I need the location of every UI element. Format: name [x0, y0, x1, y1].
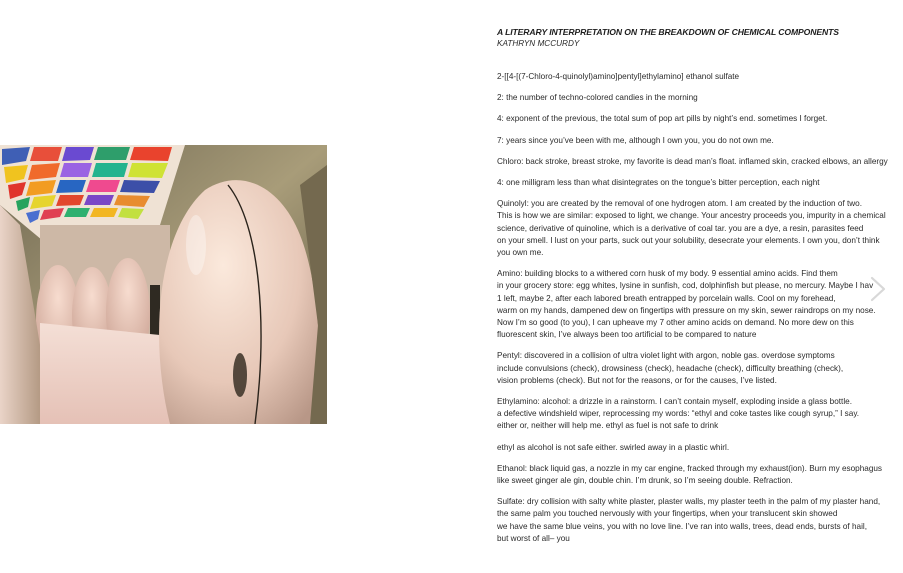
next-page-button[interactable] — [866, 276, 888, 302]
article-body — [497, 71, 893, 545]
paragraph: Amino: building blocks to a withered corn husk of my body. 9 essential amino acids. Find them in your grocery store: egg whites, lysine in sunfish, cod, dolphinfish but please, no mercury. Maybe I hav 1 left, maybe 2, after each labored breath entrapped by porcelain walls. Cool on my forehead, warm on my hands, dampened dew on fingertips with pressure on my skin, sewer raindrops on my nose. Now I’m so good (to you), I can upheave my 7 other amino acids on demand. No more dew on this fluorescent skin, I’ve always been too artificial to be compared to nature — [497, 269, 876, 340]
paragraph: Sulfate: dry collision with salty white plaster, plaster walls, my plaster teeth in the palm of my plaster hand, the same palm you touched nervously with your fingertips, when your translucent skin showed we have the same blue veins, you with no love line. I’ve ran into walls, trees, dead ends, bursts of hail, but worst of all– you — [497, 497, 881, 543]
paragraph: 2-[[4-[(7-Chloro-4-quinolyl)amino]pentyl]ethylamino] ethanol sulfate — [497, 72, 740, 81]
paragraph: Ethylamino: alcohol: a drizzle in a rainstorm. I can’t contain myself, exploding inside a glass bottle. a defective windshield wiper, reprocessing my words: “ethyl and coke tastes like cough syrup,” I say. either or, neither will help me. ethyl as fuel is not safe to drink — [497, 397, 860, 431]
article — [497, 27, 893, 554]
paragraph: Quinolyl: you are created by the removal of one hydrogen atom. I am created by the induction of two. This is how we are similar: exposed to light, we change. Your ancestry proceeds you, impurity in a chemical science, derivative of quinoline, which is a derivative of coal tar. you are a dye, a resin, parasites feed on your smell. I lust on your parts, suck out your solubility, desecrate your elements. I own you, don’t think you own me. — [497, 199, 886, 258]
article-author: KATHRYN MCCURDY — [497, 39, 580, 48]
chevron-right-icon — [866, 276, 888, 302]
interior-photo — [0, 145, 327, 424]
paragraph: 4: exponent of the previous, the total sum of pop art pills by night’s end. sometimes I forget. — [497, 114, 828, 124]
paragraph: Chloro: back stroke, breast stroke, my favorite is dead man’s float. inflamed skin, cracked elbows, an allergy — [497, 156, 888, 166]
paragraph: 7: years since you’ve been with me, although I own you, you do not own me. — [497, 135, 774, 145]
paragraph: 2: the number of techno-colored candies in the morning — [497, 93, 698, 103]
paragraph: 4: one milligram less than what disintegrates on the tongue’s bitter perception, each night — [497, 178, 820, 188]
article-title: A LITERARY INTERPRETATION ON THE BREAKDOWN OF CHEMICAL COMPONENTS — [497, 27, 839, 37]
paragraph: Pentyl: discovered in a collision of ultra violet light with argon, noble gas. overdose symptoms include convulsions (check), drowsiness (check), headache (check), difficulty breathing (check), vision problems (check). But not for the reasons, or for the causes, I’ve listed. — [497, 351, 844, 385]
paragraph: Ethanol: black liquid gas, a nozzle in my car engine, fracked through my exhaust(ion). Burn my esophagus like sweet ginger ale gin, double chin. I’m drunk, so I’m seeing double. Refraction. — [497, 463, 883, 486]
paragraph: ethyl as alcohol is not safe either. swirled away in a plastic whirl. — [497, 442, 730, 452]
